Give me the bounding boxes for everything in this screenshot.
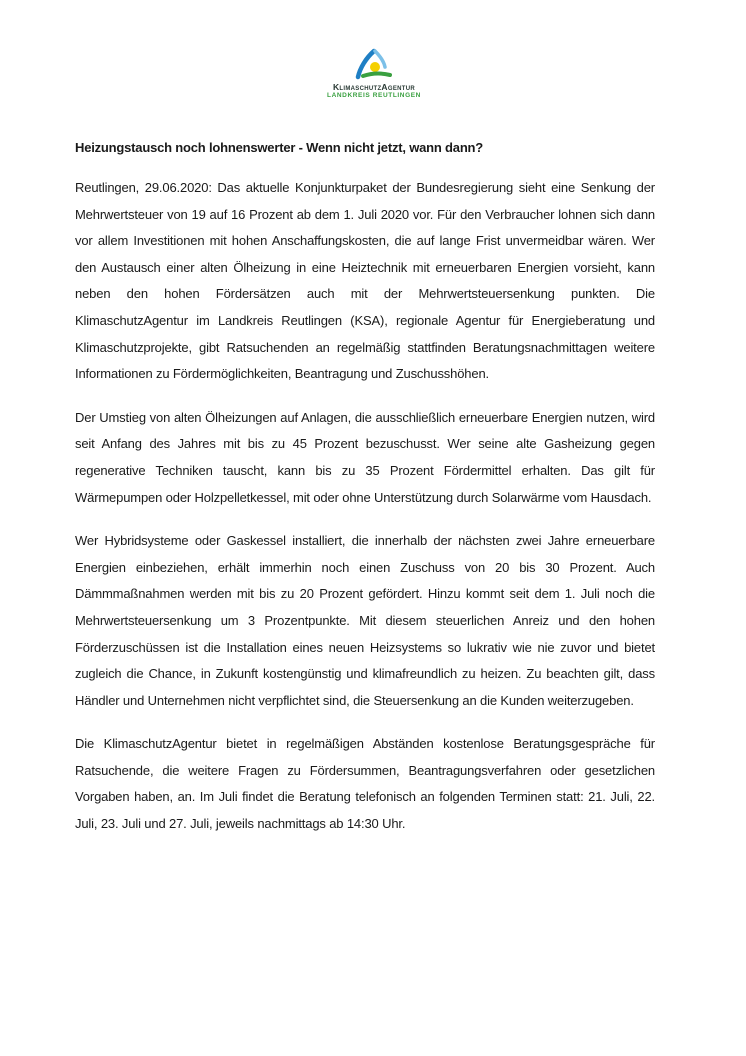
logo-subtitle: LANDKREIS REUTLINGEN	[327, 92, 421, 99]
logo-title: KlimaschutzAgentur	[332, 82, 415, 92]
paragraph: Reutlingen, 29.06.2020: Das aktuelle Konjunkturpaket der Bundesregierung sieht eine Senkung der Mehrwertsteuer von 19 auf 16 Prozent ab dem 1. Juli 2020 vor. Für den Verbraucher lohnen sich dann vor allem Investitionen mit hohen Anschaffungskosten, die auf lange Frist unvermeidbar wären. Wer den Austausch einer alten Ölheizung in eine Heiztechnik mit erneuerbaren Energien vorsieht, kann neben den hohen Fördersätzen auch mit der Mehrwertsteuersenkung punkten. Die KlimaschutzAgentur im Landkreis Reutlingen (KSA), regionale Agentur für Energieberatung und Klimaschutzprojekte, gibt Ratsuchenden an regelmäßig stattfinden Beratungsnachmittagen weitere Informationen zu Fördermöglichkeiten, Beantragung und Zuschusshöhen.	[75, 180, 655, 382]
press-release	[75, 138, 655, 855]
logo-mark-icon	[354, 48, 394, 82]
paragraph: Der Umstieg von alten Ölheizungen auf Anlagen, die ausschließlich erneuerbare Energien nutzen, wird seit Anfang des Jahres mit bis zu 45 Prozent bezuschusst. Wer seine alte Gasheizung gegen regenerative Techniken tauscht, kann bis zu 35 Prozent Fördermittel erhalten. Das gilt für Wärmepumpen oder Holzpelletkessel, mit oder ohne Unterstützung durch Solarwärme vom Hausdach.	[75, 409, 655, 505]
headline: Heizungstausch noch lohnenswerter - Wenn nicht jetzt, wann dann?	[75, 140, 484, 155]
klimaschutzagentur-logo	[318, 48, 430, 104]
paragraph: Wer Hybridsysteme oder Gaskessel installiert, die innerhalb der nächsten zwei Jahre erneuerbare Energien einbeziehen, erhält immerhin noch einen Zuschuss von 20 bis 30 Prozent. Auch Dämmmaßnahmen werden mit bis zu 20 Prozent gefördert. Hinzu kommt seit dem 1. Juli noch die Mehrwertsteuersenkung um 3 Prozentpunkte. Mit diesem steuerlichen Anreiz und den hohen Förderzuschüssen ist die Installation eines neuen Heizsystems so lukrativ wie nie zuvor und bietet zugleich die Chance, in Zukunft kostengünstig und klimafreundlich zu heizen. Zu beachten gilt, dass Händler und Unternehmen nicht verpflichtet sind, die Steuersenkung an die Kunden weiterzugeben.	[75, 533, 655, 708]
paragraph: Die KlimaschutzAgentur bietet in regelmäßigen Abständen kostenlose Beratungsgespräche für Ratsuchende, die weitere Fragen zu Fördersummen, Beantragungsverfahren oder gesetzlichen Vorgaben haben, an. Im Juli findet die Beratung telefonisch an folgenden Terminen statt: 21. Juli, 22. Juli, 23. Juli und 27. Juli, jeweils nachmittags ab 14:30 Uhr.	[75, 736, 655, 832]
